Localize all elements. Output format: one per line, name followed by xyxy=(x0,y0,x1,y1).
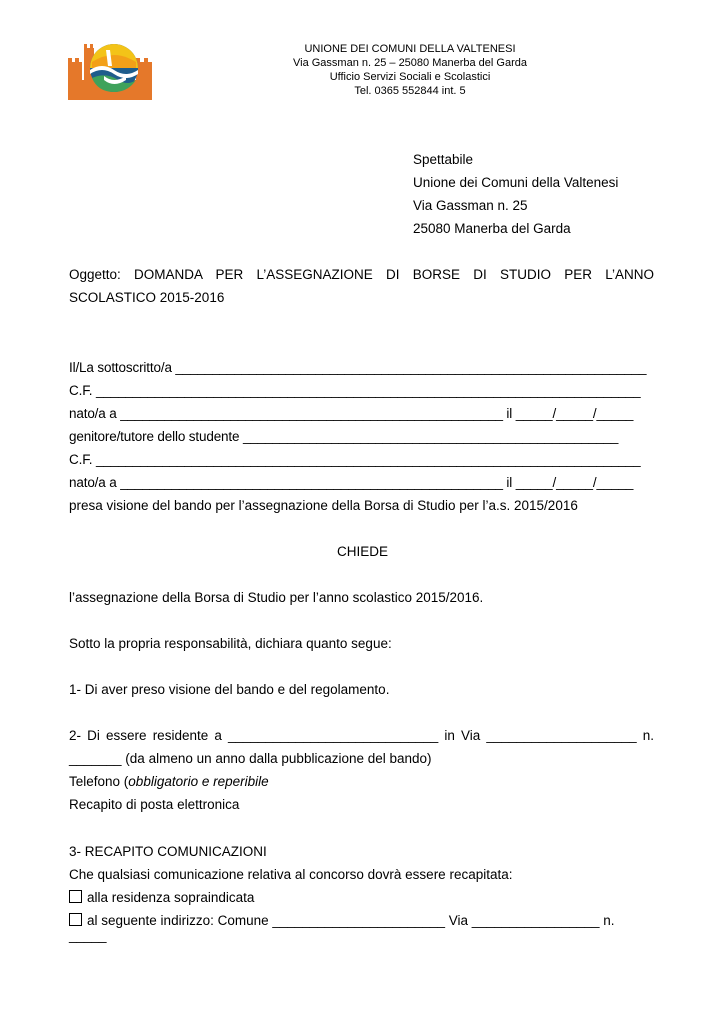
org-office: Ufficio Servizi Sociali e Scolastici xyxy=(329,71,491,83)
subject-line-2: SCOLASTICO 2015-2016 xyxy=(69,290,225,305)
valtenesi-logo xyxy=(66,40,156,102)
item-2-email[interactable]: Recapito di posta elettronica xyxy=(69,797,240,812)
field-sottoscritto[interactable]: Il/La sottoscritto/a ________________________________________________________________ xyxy=(69,360,647,375)
recipient-line-1: Spettabile xyxy=(413,152,474,167)
checkbox-indirizzo[interactable] xyxy=(69,913,82,926)
field-genitore[interactable]: genitore/tutore dello studente ___________________________________________________ xyxy=(69,429,619,444)
telefono-label: Telefono ( xyxy=(69,774,129,789)
org-address: Via Gassman n. 25 – 25080 Manerba del Garda xyxy=(292,57,527,69)
dichiara-text: Sotto la propria responsabilità, dichiara quanto segue: xyxy=(69,636,392,651)
org-name: UNIONE DEI COMUNI DELLA VALTENESI xyxy=(304,43,516,55)
checkbox-residenza[interactable] xyxy=(69,890,82,903)
option-indirizzo-label: al seguente indirizzo: Comune _______________________ Via _________________ n. _____ xyxy=(69,913,615,943)
option-residenza[interactable] xyxy=(69,890,654,905)
letterhead xyxy=(250,42,570,98)
item-3-title: 3- RECAPITO COMUNICAZIONI xyxy=(69,844,267,859)
option-indirizzo[interactable] xyxy=(69,913,654,943)
assegnazione-text: l’assegnazione della Borsa di Studio per l’anno scolastico 2015/2016. xyxy=(69,590,484,605)
presa-visione-text: presa visione del bando per l’assegnazione della Borsa di Studio per l’a.s. 2015/2016 xyxy=(69,498,578,513)
field-cf-2[interactable]: C.F. __________________________________________________________________________ xyxy=(69,452,641,467)
item-2-durata[interactable]: _______ (da almeno un anno dalla pubblicazione del bando) xyxy=(69,751,432,766)
option-residenza-label: alla residenza sopraindicata xyxy=(87,890,255,905)
subject-line-1: Oggetto: DOMANDA PER L’ASSEGNAZIONE DI BORSE DI STUDIO PER L’ANNO xyxy=(69,267,654,282)
telefono-note: obbligatorio e reperibile xyxy=(128,774,269,789)
recipient-line-2: Unione dei Comuni della Valtenesi xyxy=(413,175,619,190)
chiede-heading: CHIEDE xyxy=(336,544,388,559)
org-phone: Tel. 0365 552844 int. 5 xyxy=(354,85,466,97)
field-nato-1[interactable]: nato/a a ____________________________________________________ il _____/_____/_____ xyxy=(69,406,634,421)
item-1-text: 1- Di aver preso visione del bando e del regolamento. xyxy=(69,682,390,697)
item-2-telefono[interactable] xyxy=(69,774,654,789)
field-cf-1[interactable]: C.F. __________________________________________________________________________ xyxy=(69,383,641,398)
item-3-intro: Che qualsiasi comunicazione relativa al concorso dovrà essere recapitata: xyxy=(69,867,513,882)
recipient-line-4: 25080 Manerba del Garda xyxy=(413,221,571,236)
field-nato-2[interactable]: nato/a a ____________________________________________________ il _____/_____/_____ xyxy=(69,475,634,490)
item-2-residenza[interactable]: 2- Di essere residente a ____________________________ in Via ____________________ n. xyxy=(69,728,654,743)
recipient-line-3: Via Gassman n. 25 xyxy=(413,198,528,213)
